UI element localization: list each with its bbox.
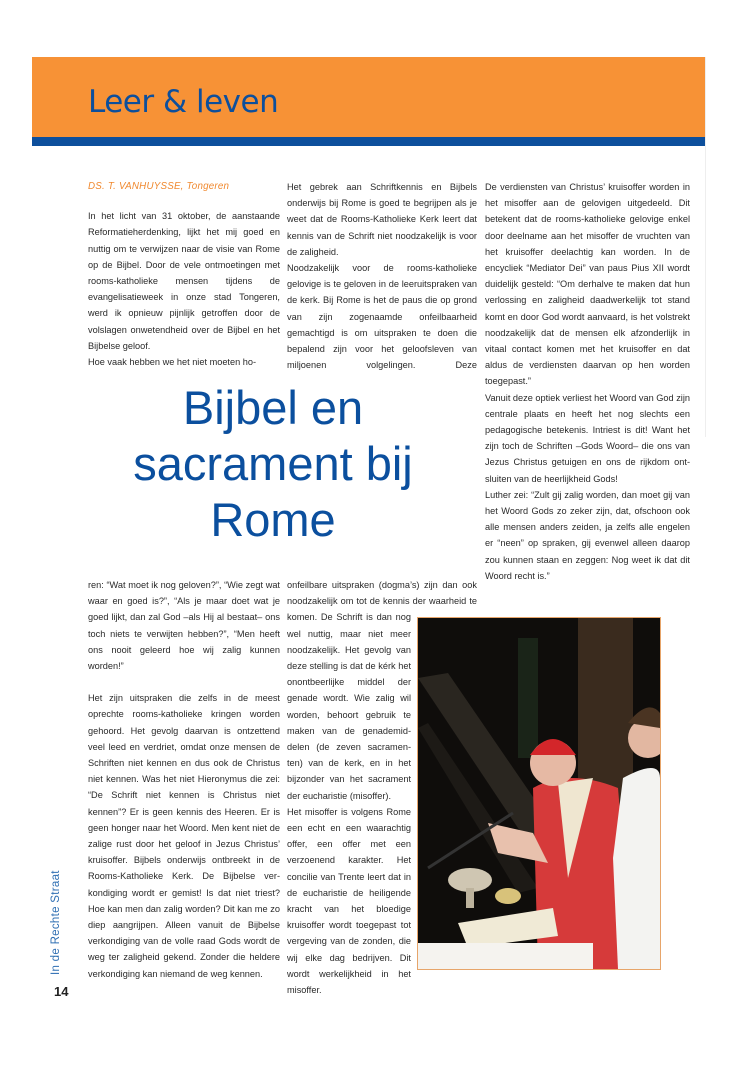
headline-line: Bijbel en: [182, 381, 364, 434]
paragraph: De verdiensten van Christus’ kruisoffer worden in het misoffer aan de gelovigen uitgedeeld. Dit betekent dat de rooms-katholieke gelovige enkel door deelname aan het misoffer de vruchten van het kruisoffer deelachtig kan worden. In de encycliek “Mediator Dei” van paus Pius XII wordt duidelijk gesteld: “Om derhalve te maken dat hun verlossing en zaligheid daadwerkelijk tot stand komt en door God wordt aanvaard, is het volstrekt noodzakelijk dat de mensen elk afzonderlijk in vitaal contact komen met het kruisoffer en dat aldus de verdiensten daarvan op hen worden toegepast.”: [485, 182, 690, 387]
paragraph: Vanuit deze optiek verliest het Woord van God zijn centrale plaats en heeft het nog slechts een pedagogische betekenis. Intriest is dit! Want het zijn toch de Schriften –Gods Woord– die ons van Jezus Christus getuigen en ons de rijkdom ontsluiten van de heerlijkheid Gods!: [485, 392, 690, 484]
headline-line: sacrament bij: [133, 437, 413, 490]
page-edge: [705, 57, 706, 437]
magazine-name: In de Rechte Straat: [50, 870, 62, 975]
paragraph: In het licht van 31 oktober, de aanstaande Reformatieherdenking, lijkt het mij goed en nuttig om te verwijzen naar de visie van Rome op de Bijbel. Door de vele ontmoetingen met rooms-katholieke mensen tijdens de evangelisatieweek in onze stad Tongeren, werd ik opnieuw pijnlijk getroffen door de volslagen onwetendheid over de Bijbel en het Bijbelse geloof.: [88, 211, 280, 351]
column-1-top: [88, 179, 280, 370]
paragraph: ren: “Wat moet ik nog geloven?”, “Wie zegt wat waar en goed is?”, “Als je maar doet wat je goed lijkt, dan zal God –als Hij al bestaat– ons toch niets te verwijten hebben?”, “Men heeft ons nooit geleerd hoe wij zalig kunnen worden!”: [88, 580, 280, 672]
paragraph: Noodzakelijk voor de rooms-katholieke gelovige is te geloven in de leeruitspraken van de kerk. Bij Rome is het de paus die op grond van zijn zogenaamde onfeilbaarheid gemachtigd is om uitspraken te doen die bepalend zijn voor het geloofsleven van miljoenen volgelingen. Deze: [287, 263, 477, 371]
article-headline: [83, 380, 463, 548]
photo-illustration: [418, 618, 660, 969]
cardinal-mass-photo: [417, 617, 661, 970]
paragraph: Hoe vaak hebben we het niet moeten ho-: [88, 357, 257, 368]
headline-line: Rome: [210, 493, 336, 546]
section-title: Leer & leven: [88, 84, 279, 120]
header-stripe: [32, 137, 705, 146]
paragraph: Het misoffer is volgens Rome een echt en een waarachtig offer, een offer met een verzoenend karakter. Het concilie van Trente leert dat in de eucharistie de heiligende kracht van het bloedige kruisoffer wordt toegepast tot vergeving van de zonden, die wij elke dag bedrijven. Dit wordt werkelijkheid in het misoffer.: [287, 806, 411, 996]
paragraph: Het zijn uitspraken die zelfs in de meest oprechte rooms-katholieke kringen worden gehoord. Het gevolg daarvan is ontzettend veel leed en verdriet, omdat onze mensen de Schriften niet kennen en dus ook de Christus niet kennen. Was het niet Hieronymus die zei: “De Schrift niet kennen is Christus niet kennen”? Er is geen kennis des Heeren. Er is geen honger naar het Woord. Men kent niet de zalige rust door het geloof in Jezus Christus’ kruisoffer. Bijbels onderwijs ontbreekt in de Rooms-Katholieke Kerk. De Bijbelse verkondiging wordt er gemist! Is dat niet triest? Hoe kan men dan zalig worden? Dit kan me zo diep aangrijpen. Alleen vanuit de Bijbelse verkondiging van de volle raad Gods wordt de weg ter zaligheid gekend. Zonder die heldere verkondiging kan niemand de weg kennen.: [88, 693, 280, 979]
column-1-bottom: [88, 577, 280, 982]
paragraph: onfeilbare uitspraken (dogma’s) zijn dan ook noodzakelijk om tot de kennis der waarheid te komen. De Schrift is dan nog wel nuttig, maar niet meer noodzakelijk. Het gevolg van deze stelling is dat de kérk het onontbeerlijke middel der genade wordt. Wie zalig wil worden, behoort gebruik te maken van de genademiddelen (de zeven sacramenten) van de kerk, en in het bijzonder van het sacrament der eucharistie (misoffer).: [287, 580, 477, 801]
paragraph: Het gebrek aan Schriftkennis en Bijbels onderwijs bij Rome is goed te begrijpen als je weet dat de Rooms-Katholieke Kerk leert dat kennis van de Schrift niet noodzakelijk is voor de zaligheid.: [287, 182, 477, 257]
page-number: 14: [54, 984, 69, 999]
column-2-top: [287, 179, 477, 373]
author-byline: DS. T. VANHUYSSE, Tongeren: [88, 181, 230, 192]
paragraph: Luther zei: “Zult gij zalig worden, dan moet gij van het Woord Gods zo zeker zijn, dat, ofschoon ook alle mensen anders zeiden, ja zelfs alle engelen er “neen” op spraken, gij evenwel alleen daarop zou kunnen staan en zeggen: Nog weet ik dat dit Woord recht is.”: [485, 489, 690, 581]
column-3: [485, 179, 690, 584]
